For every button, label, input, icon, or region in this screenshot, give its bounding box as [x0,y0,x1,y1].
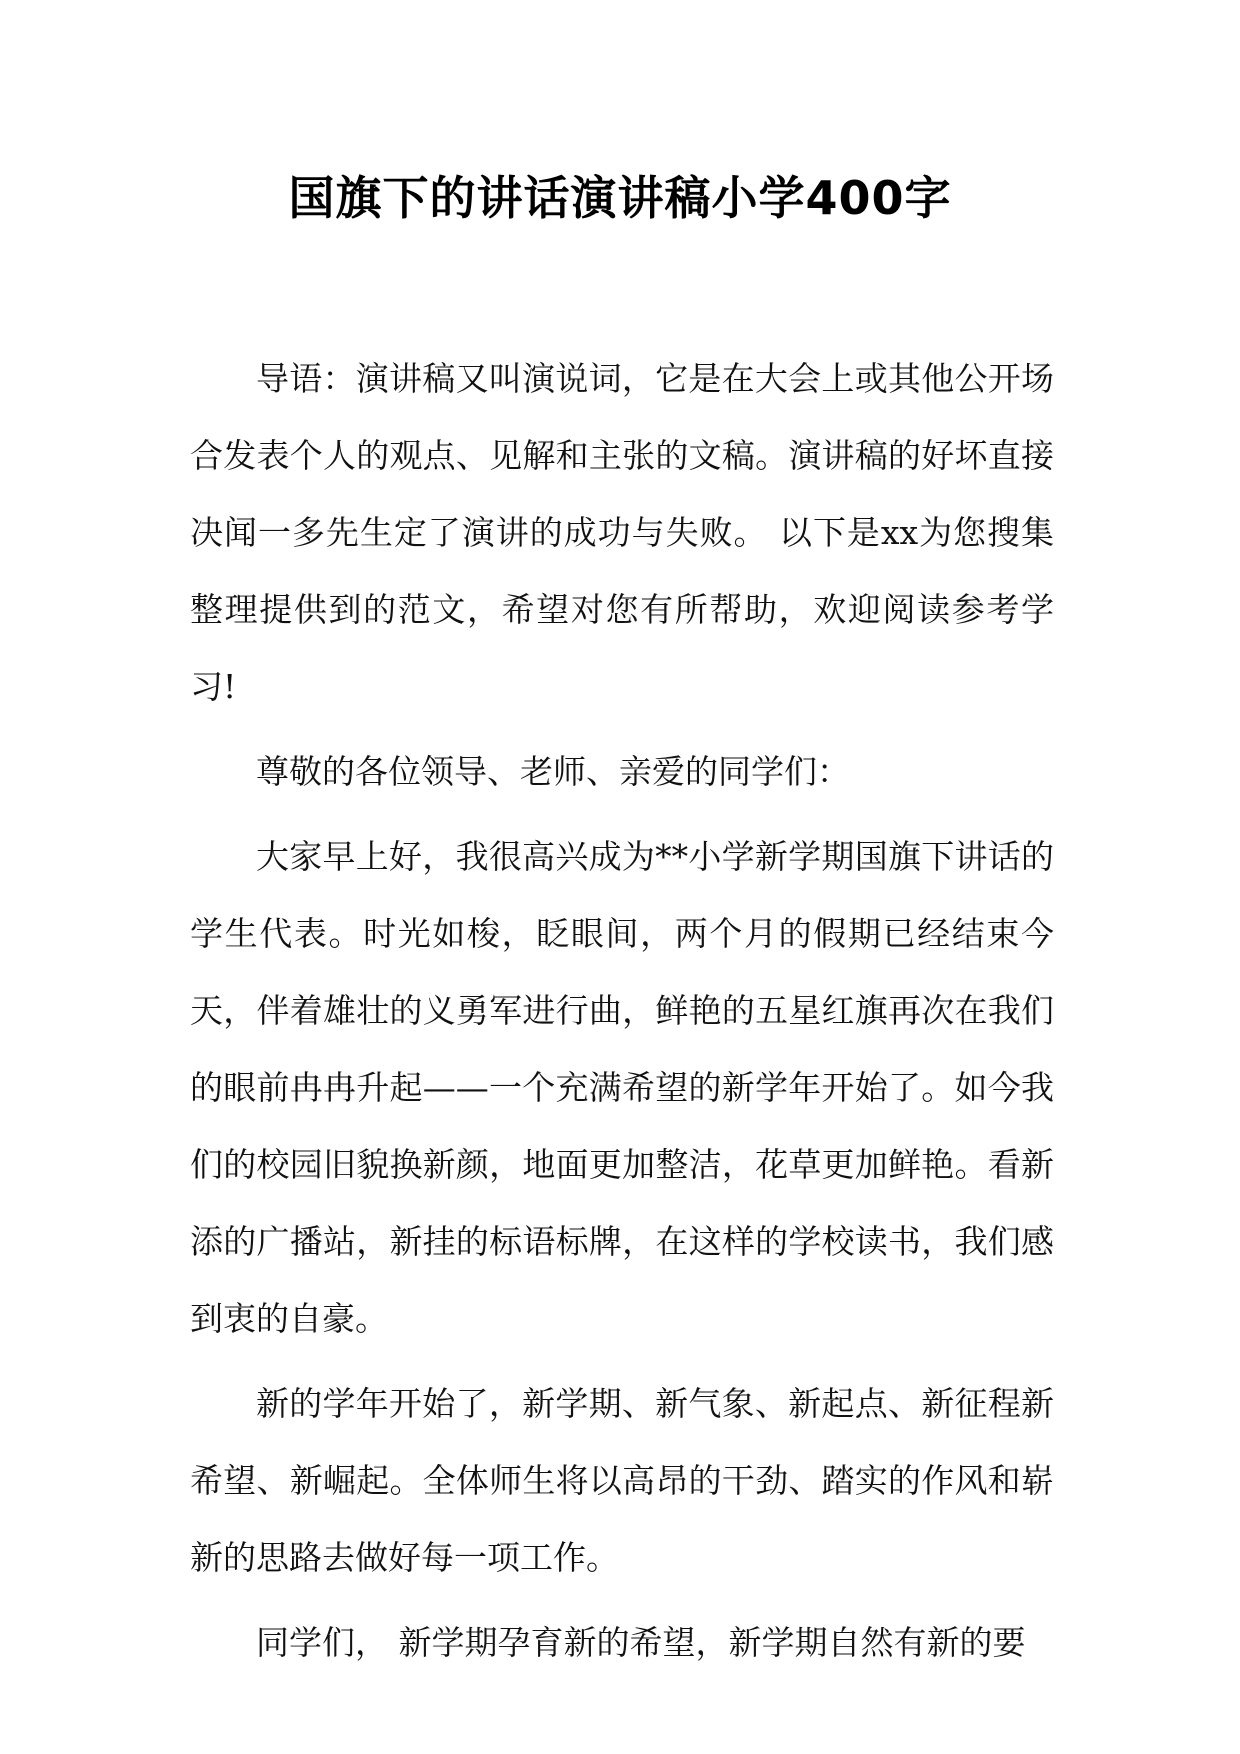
paragraph-greeting: 大家早上好，我很高兴成为**小学新学期国旗下讲话的学生代表。时光如梭，眨眼间，两个月的假期已经结束今天，伴着雄壮的义勇军进行曲，鲜艳的五星红旗再次在我们的眼前冉冉升起——一个充满希望的新学年开始了。如今我们的校园旧貌换新颜，地面更加整洁，花草更加鲜艳。看新添的广播站，新挂的标语标牌，在这样的学校读书，我们感到衷的自豪。 [190,837,1054,1338]
paragraph-intro: 导语：演讲稿又叫演说词，它是在大会上或其他公开场合发表个人的观点、见解和主张的文稿。演讲稿的好坏直接决闻一多先生定了演讲的成功与失败。 以下是xx为您搜集整理提供到的范文，希望对您有所帮助，欢迎阅读参考学习! [190,359,1054,706]
document-title: 国旗下的讲话演讲稿小学400字 [288,171,952,225]
paragraph-salutation: 尊敬的各位领导、老师、亲爱的同学们： [256,752,850,791]
document-body [190,340,1054,1689]
paragraph-classmates: 同学们， 新学期孕育新的希望，新学期自然有新的要 [256,1623,1026,1662]
paragraph-new-term: 新的学年开始了，新学期、新气象、新起点、新征程新希望、新崛起。全体师生将以高昂的干劲、踏实的作风和崭新的思路去做好每一项工作。 [190,1384,1054,1577]
